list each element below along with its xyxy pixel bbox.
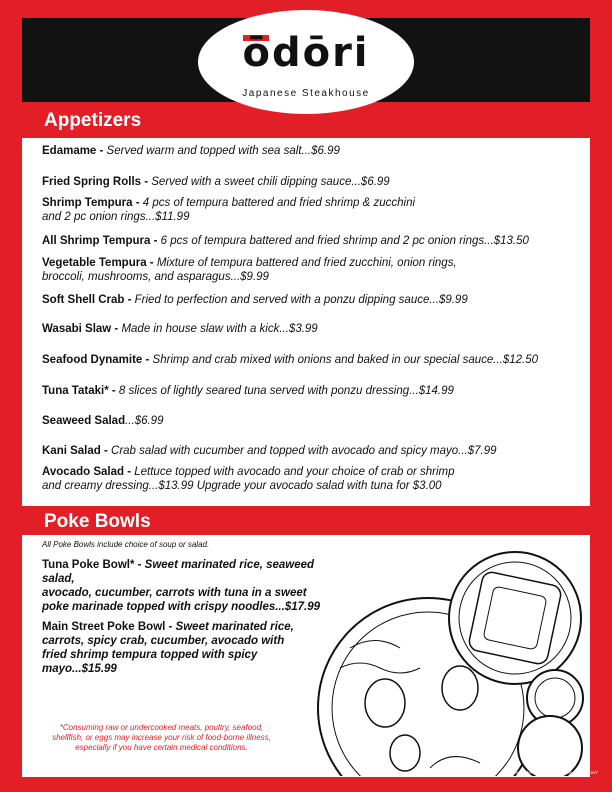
poke-bowl-illustration: [310, 548, 590, 776]
item-name: Tuna Tataki* -: [42, 385, 116, 397]
menu-item: [42, 353, 582, 367]
poke-item: [42, 558, 332, 614]
item-desc: Mixture of tempura battered and fried zucchini, onion rings,: [153, 257, 457, 269]
item-desc: 8 slices of lightly seared tuna served with ponzu dressing...$14.99: [115, 385, 454, 397]
menu-item: [42, 234, 582, 248]
poke-note: All Poke Bowls include choice of soup or salad.: [42, 540, 210, 549]
item-desc-cont: and creamy dressing...$13.99 Upgrade your avocado salad with tuna for $3.00: [42, 480, 442, 492]
logo-wordmark: ōdōri: [242, 30, 370, 76]
item-desc-cont: broccoli, mushrooms, and asparagus...$9.99: [42, 271, 269, 283]
item-desc: Sweet marinated rice, seaweed salad,: [42, 559, 315, 585]
menu-item: [42, 322, 582, 336]
item-name: Wasabi Slaw -: [42, 323, 119, 335]
allergy-disclaimer: *Consuming raw or undercooked meats, poultry, seafood, shellfish, or eggs may increase your risk of food-borne illness, especially if you have certain medical conditions.: [52, 723, 271, 752]
item-desc: 6 pcs of tempura battered and fried shrimp and 2 pc onion rings...$13.50: [157, 235, 529, 247]
item-name: Tuna Poke Bowl* -: [42, 559, 142, 571]
item-desc: Made in house slaw with a kick...$3.99: [118, 323, 318, 335]
item-desc-cont: and 2 pc onion rings...$11.99: [42, 211, 190, 223]
poke-heading: Poke Bowls: [44, 511, 151, 532]
item-name: Seaweed Salad: [42, 415, 126, 427]
menu-item: [42, 144, 582, 158]
menu-item: [42, 414, 582, 428]
item-desc: ...$6.99: [125, 415, 164, 427]
item-name: All Shrimp Tempura -: [42, 235, 158, 247]
logo: [198, 10, 414, 114]
menu-item: [42, 175, 582, 189]
small-bowl: [449, 552, 581, 684]
menu-item: [42, 384, 582, 398]
item-name: Kani Salad -: [42, 445, 108, 457]
item-desc: 4 pcs of tempura battered and fried shrimp & zucchini: [139, 197, 416, 209]
menu-item: [42, 465, 582, 493]
item-name: Avocado Salad -: [42, 466, 132, 478]
poke-item: [42, 620, 332, 676]
item-desc-cont: fried shrimp tempura topped with spicy: [42, 649, 258, 661]
item-desc: Served with a sweet chili dipping sauce...$6.99: [148, 176, 390, 188]
item-name: Shrimp Tempura -: [42, 197, 140, 209]
item-desc: Fried to perfection and served with a ponzu dipping sauce...$9.99: [131, 294, 468, 306]
menu-item: [42, 444, 582, 458]
item-desc: Shrimp and crab mixed with onions and baked in our special sauce...$12.50: [149, 354, 539, 366]
item-desc: Crab salad with cucumber and topped with avocado and spicy mayo...$7.99: [107, 445, 497, 457]
appetizers-heading: Appetizers: [44, 110, 142, 131]
logo-tagline: Japanese Steakhouse: [242, 88, 370, 99]
item-name: Seafood Dynamite -: [42, 354, 150, 366]
item-name: Edamame -: [42, 145, 104, 157]
item-name: Soft Shell Crab -: [42, 294, 132, 306]
item-name: Vegetable Tempura -: [42, 257, 154, 269]
item-desc: Sweet marinated rice,: [172, 621, 294, 633]
menu-item: [42, 256, 582, 284]
footer-code: Appetizer-Poke Bowls-Lunch Bowls ® 2025 rev7: [501, 770, 598, 775]
item-desc-cont: avocado, cucumber, carrots with tuna in a sweet: [42, 587, 307, 599]
item-desc-cont: carrots, spicy crab, cucumber, avocado with: [42, 635, 285, 647]
item-desc: Served warm and topped with sea salt...$6.99: [103, 145, 340, 157]
item-name: Fried Spring Rolls -: [42, 176, 149, 188]
item-name: Main Street Poke Bowl -: [42, 621, 173, 633]
menu-item: [42, 196, 582, 224]
menu-item: [42, 293, 582, 307]
item-desc: Lettuce topped with avocado and your choice of crab or shrimp: [131, 466, 455, 478]
item-desc-cont: mayo...$15.99: [42, 663, 117, 675]
item-desc-cont: poke marinade topped with crispy noodles...$17.99: [42, 601, 320, 613]
